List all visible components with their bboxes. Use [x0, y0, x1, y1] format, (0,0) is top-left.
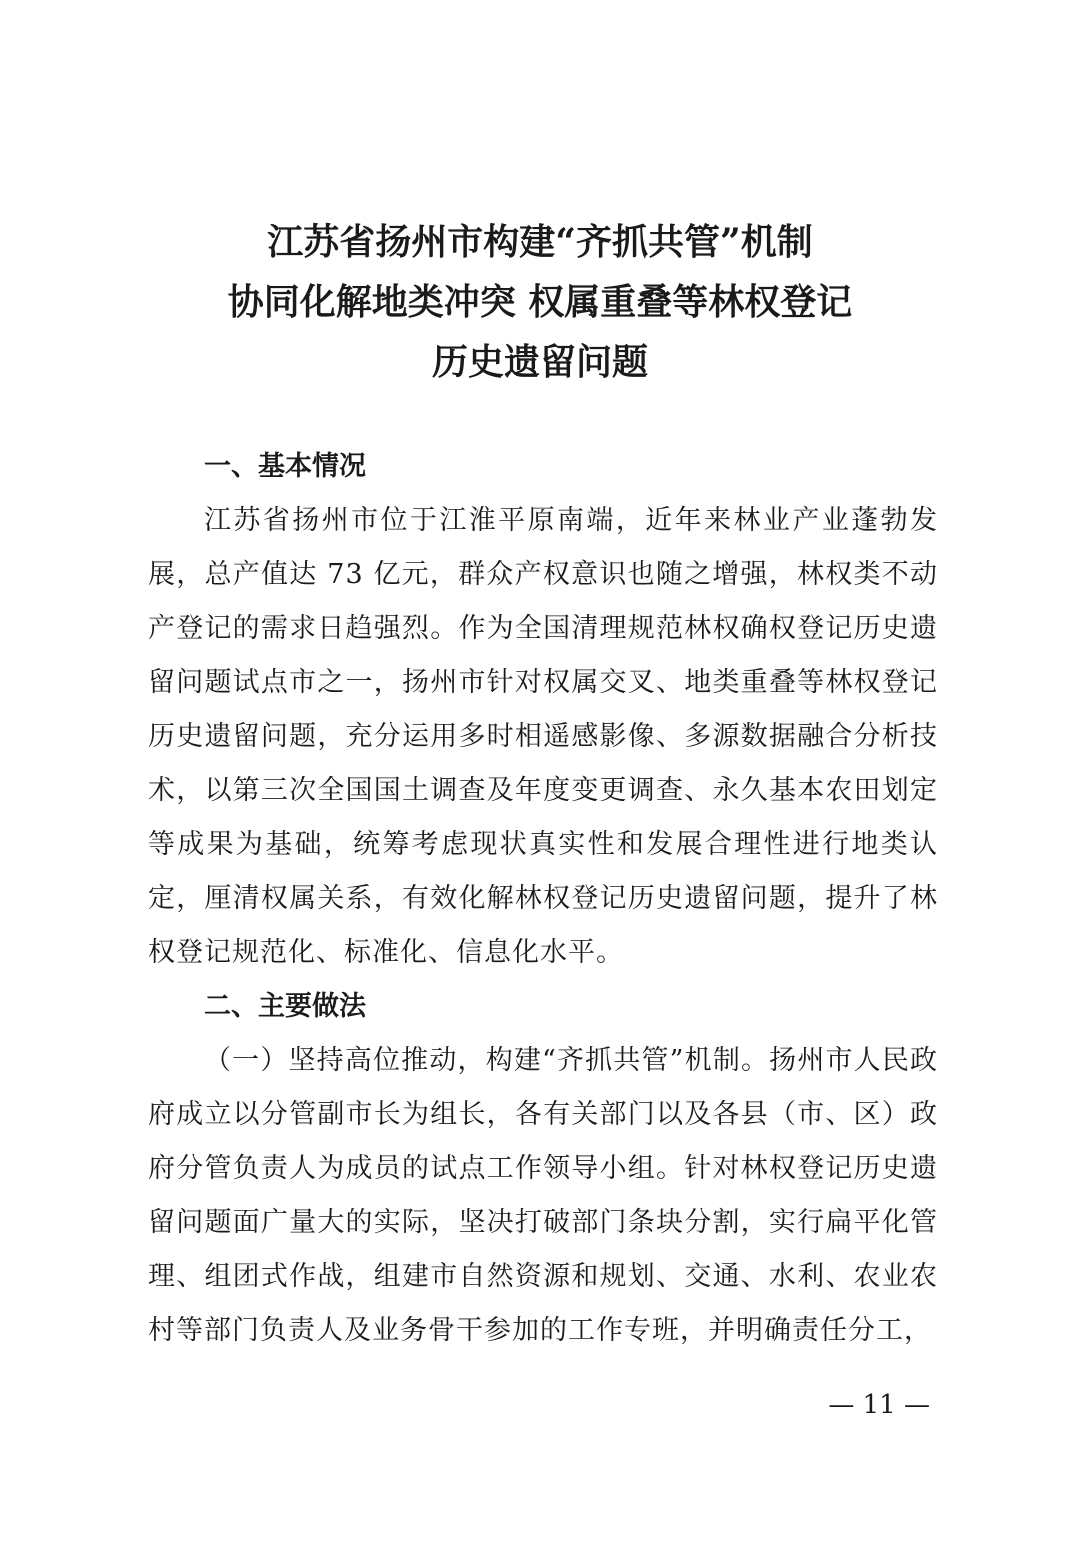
title-line-2: 协同化解地类冲突 权属重叠等林权登记: [227, 281, 853, 323]
page-number: — 11 —: [828, 1390, 930, 1420]
section-main-practices: [148, 980, 938, 1358]
paragraph: （一）坚持高位推动，构建“齐抓共管”机制。扬州市人民政府成立以分管副市长为组长，各有关部门以及各县（市、区）政府分管负责人为成员的试点工作领导小组。针对林权登记历史遗留问题面广量大的实际，坚决打破部门条块分割，实行扁平化管理、组团式作战，组建市自然资源和规划、交通、水利、农业农村等部门负责人及业务骨干参加的工作专班，并明确责任分工，: [148, 1045, 938, 1346]
paragraph: 江苏省扬州市位于江淮平原南端，近年来林业产业蓬勃发展，总产值达 73 亿元，群众产权意识也随之增强，林权类不动产登记的需求日趋强烈。作为全国清理规范林权确权登记历史遗留问题试点市之一，扬州市针对权属交叉、地类重叠等林权登记历史遗留问题，充分运用多时相遥感影像、多源数据融合分析技术，以第三次全国国土调查及年度变更调查、永久基本农田划定等成果为基础，统筹考虑现状真实性和发展合理性进行地类认定，厘清权属关系，有效化解林权登记历史遗留问题，提升了林权登记规范化、标准化、信息化水平。: [148, 505, 938, 968]
title-line-3: 历史遗留问题: [431, 341, 648, 383]
title-line-1: 江苏省扬州市构建“齐抓共管”机制: [267, 221, 813, 263]
document-title: [0, 212, 1080, 392]
section-heading: 二、主要做法: [204, 991, 366, 1022]
section-basic-situation: [148, 440, 938, 980]
document-body: [148, 440, 938, 1358]
section-heading: 一、基本情况: [204, 451, 366, 482]
